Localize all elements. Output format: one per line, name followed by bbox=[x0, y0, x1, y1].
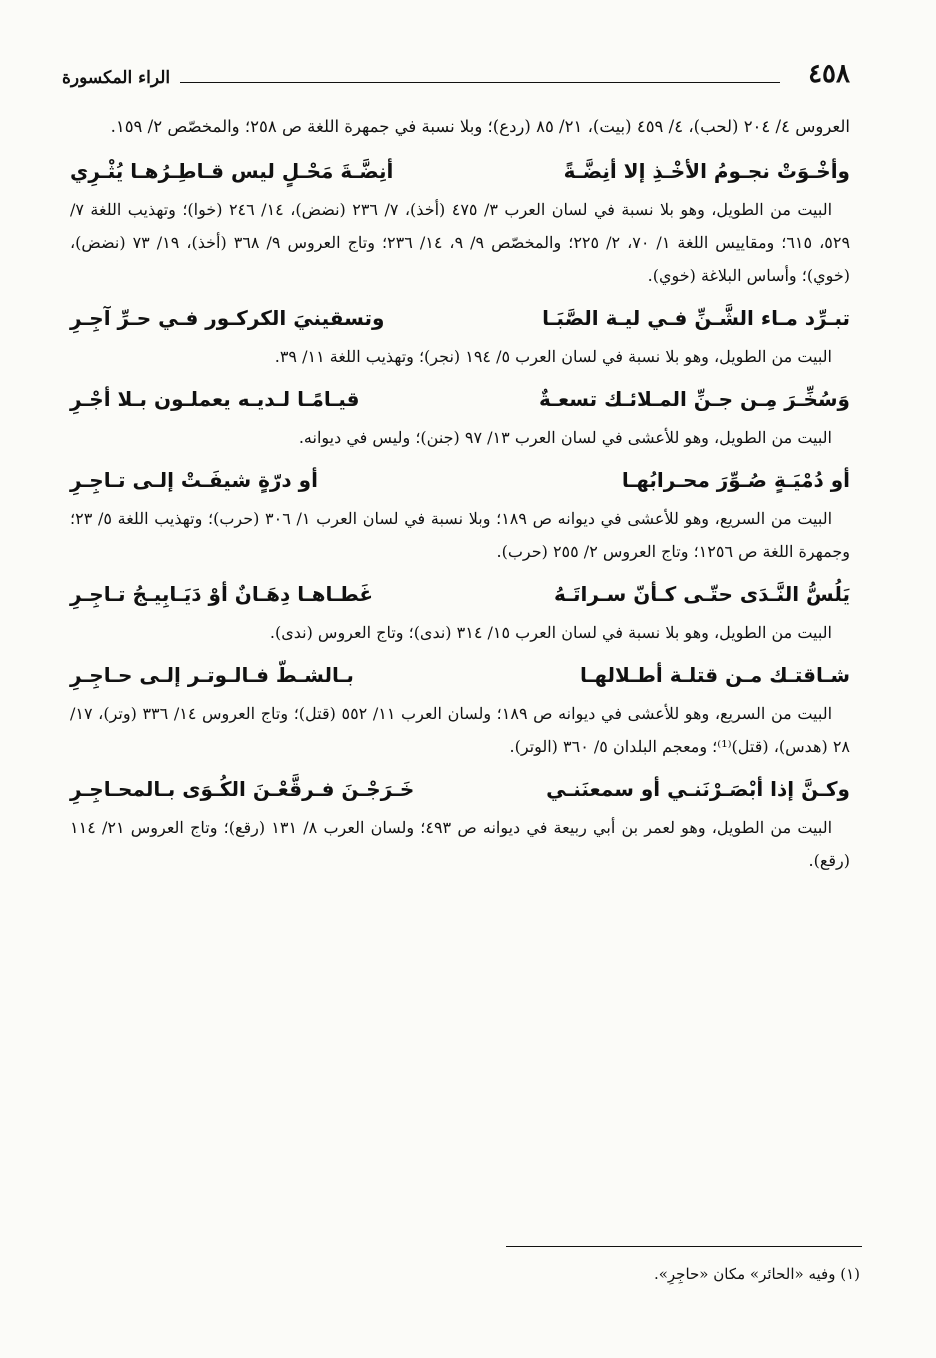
verse-second-hemistich: خَـرَجْـنَ فـرقَّعْـنَ الكُـوَى بـالمحـاجِـرِ bbox=[70, 777, 415, 801]
verse-first-hemistich: وَسُخِّـرَ مِـن جـنِّ المـلائـك تسعـةٌ bbox=[539, 387, 850, 411]
verse-commentary: البيت من الطويل، وهو لعمر بن أبي ربيعة في ديوانه ص ٤٩٣؛ ولسان العرب ٨/ ١٣١ (رقع)؛ وتاج العروس ٢١/ ١١٤ (رقع). bbox=[70, 818, 850, 870]
footnote-rule bbox=[506, 1246, 862, 1247]
verse-entry bbox=[70, 769, 850, 877]
verse-commentary: البيت من السريع، وهو للأعشى في ديوانه ص ١٨٩؛ وبلا نسبة في لسان العرب ١/ ٣٠٦ (حرب)؛ وتهذيب اللغة ٥/ ٢٣؛ وجمهرة اللغة ص ١٢٥٦؛ وتاج العروس ٢/ ٢٥٥ (حرب). bbox=[70, 509, 850, 561]
verse-first-hemistich: شـاقتـك مـن قتلـة أطـلالهـا bbox=[580, 663, 850, 687]
page-header bbox=[62, 58, 862, 98]
verse-entry bbox=[70, 151, 850, 292]
verse-second-hemistich: غَطـاهـا دِهَـانٌ أوْ دَيَـابِيـجُ تـاجِـرِ bbox=[70, 582, 373, 606]
verse-second-hemistich: قيـامًـا لـديـه يعملـون بـلا أجْـرِ bbox=[70, 387, 360, 411]
verse-commentary: البيت من الطويل، وهو بلا نسبة في لسان العرب ٥/ ١٩٤ (نجر)؛ وتهذيب اللغة ١١/ ٣٩. bbox=[274, 347, 832, 366]
header-rule bbox=[180, 82, 780, 83]
verse-line bbox=[70, 769, 850, 809]
running-title: الراء المكسورة bbox=[62, 68, 171, 88]
verse-entry bbox=[70, 574, 850, 649]
verse-commentary: البيت من الطويل، وهو بلا نسبة في لسان العرب ١٥/ ٣١٤ (ندى)؛ وتاج العروس (ندى). bbox=[269, 623, 832, 642]
verse-second-hemistich: أو درّةٍ شيفَـتْ إلـى تـاجِـرِ bbox=[70, 468, 318, 492]
verse-first-hemistich: أو دُمْيَـةٍ صُـوِّرَ محـرابُهـا bbox=[621, 468, 850, 492]
verse-commentary: البيت من الطويل، وهو للأعشى في لسان العرب ١٣/ ٩٧ (جنن)؛ وليس في ديوانه. bbox=[298, 428, 832, 447]
verse-first-hemistich: وأخْـوَتْ نجـومُ الأخْـذِ إلا أنِضَّـةً bbox=[563, 159, 850, 183]
verse-line bbox=[70, 460, 850, 500]
verse-entry bbox=[70, 379, 850, 454]
verse-entry bbox=[70, 460, 850, 568]
verse-first-hemistich: يَلُسُّ النَّـدَى حتّـى كـأنّ سـراتَـهُ bbox=[553, 582, 850, 606]
verse-first-hemistich: تبـرِّد مـاء الشَّـنِّ فـي ليـة الصَّبَـا bbox=[542, 306, 850, 330]
verse-line bbox=[70, 298, 850, 338]
verse-line bbox=[70, 379, 850, 419]
verse-commentary: البيت من السريع، وهو للأعشى في ديوانه ص ١٨٩؛ ولسان العرب ١١/ ٥٥٢ (قتل)؛ وتاج العروس ١٤/ ٣٣٦ (وتر)، ١٧/ ٢٨ (هدس)، (قتل)⁽¹⁾؛ ومعجم البلدان ٥/ ٣٦٠ (الوتر). bbox=[70, 704, 850, 756]
verse-line bbox=[70, 151, 850, 191]
verse-line bbox=[70, 655, 850, 695]
verse-second-hemistich: بـالشـطّ فـالـوتـر إلـى حـاجِـرِ bbox=[70, 663, 354, 687]
verse-entry bbox=[70, 298, 850, 373]
footnote: (١) وفيه «الحائر» مكان «حاجِرِ». bbox=[653, 1265, 860, 1283]
verse-second-hemistich: وتسقينيَ الكركـور فـي حـرِّ آجِـرِ bbox=[70, 306, 385, 330]
page-number: ٤٥٨ bbox=[808, 59, 850, 89]
page-body bbox=[70, 110, 850, 883]
verse-commentary: البيت من الطويل، وهو بلا نسبة في لسان العرب ٣/ ٤٧٥ (أخذ)، ٧/ ٢٣٦ (نضض)، ١٤/ ٢٤٦ (خوا)؛ وتهذيب اللغة ٧/ ٥٢٩، ٦١٥؛ ومقاييس اللغة ١/ ٧٠، ٢/ ٢٢٥؛ والمخصّص ٩/ ٩، ١٤/ ٢٣٦؛ وتاج العروس ٩/ ٣٦٨ (أخذ)، ١٩/ ٧٣ (نضض)، (خوي)؛ وأساس البلاغة (خوي). bbox=[70, 200, 851, 285]
verse-second-hemistich: أنِضَّـةَ مَحْـلٍ ليس قـاطِـرُهـا يُثْـرِي bbox=[70, 159, 394, 183]
verse-first-hemistich: وكـنَّ إذا أبْصَـرْنَنـي أو سمعنَنـي bbox=[546, 777, 850, 801]
verse-line bbox=[70, 574, 850, 614]
verse-entry bbox=[70, 655, 850, 763]
continued-commentary: العروس ٤/ ٢٠٤ (لحب)، ٤/ ٤٥٩ (بيت)، ٢١/ ٨٥ (ردع)؛ وبلا نسبة في جمهرة اللغة ص ٢٥٨؛ والمخصّص ٢/ ١٥٩. bbox=[110, 117, 850, 136]
